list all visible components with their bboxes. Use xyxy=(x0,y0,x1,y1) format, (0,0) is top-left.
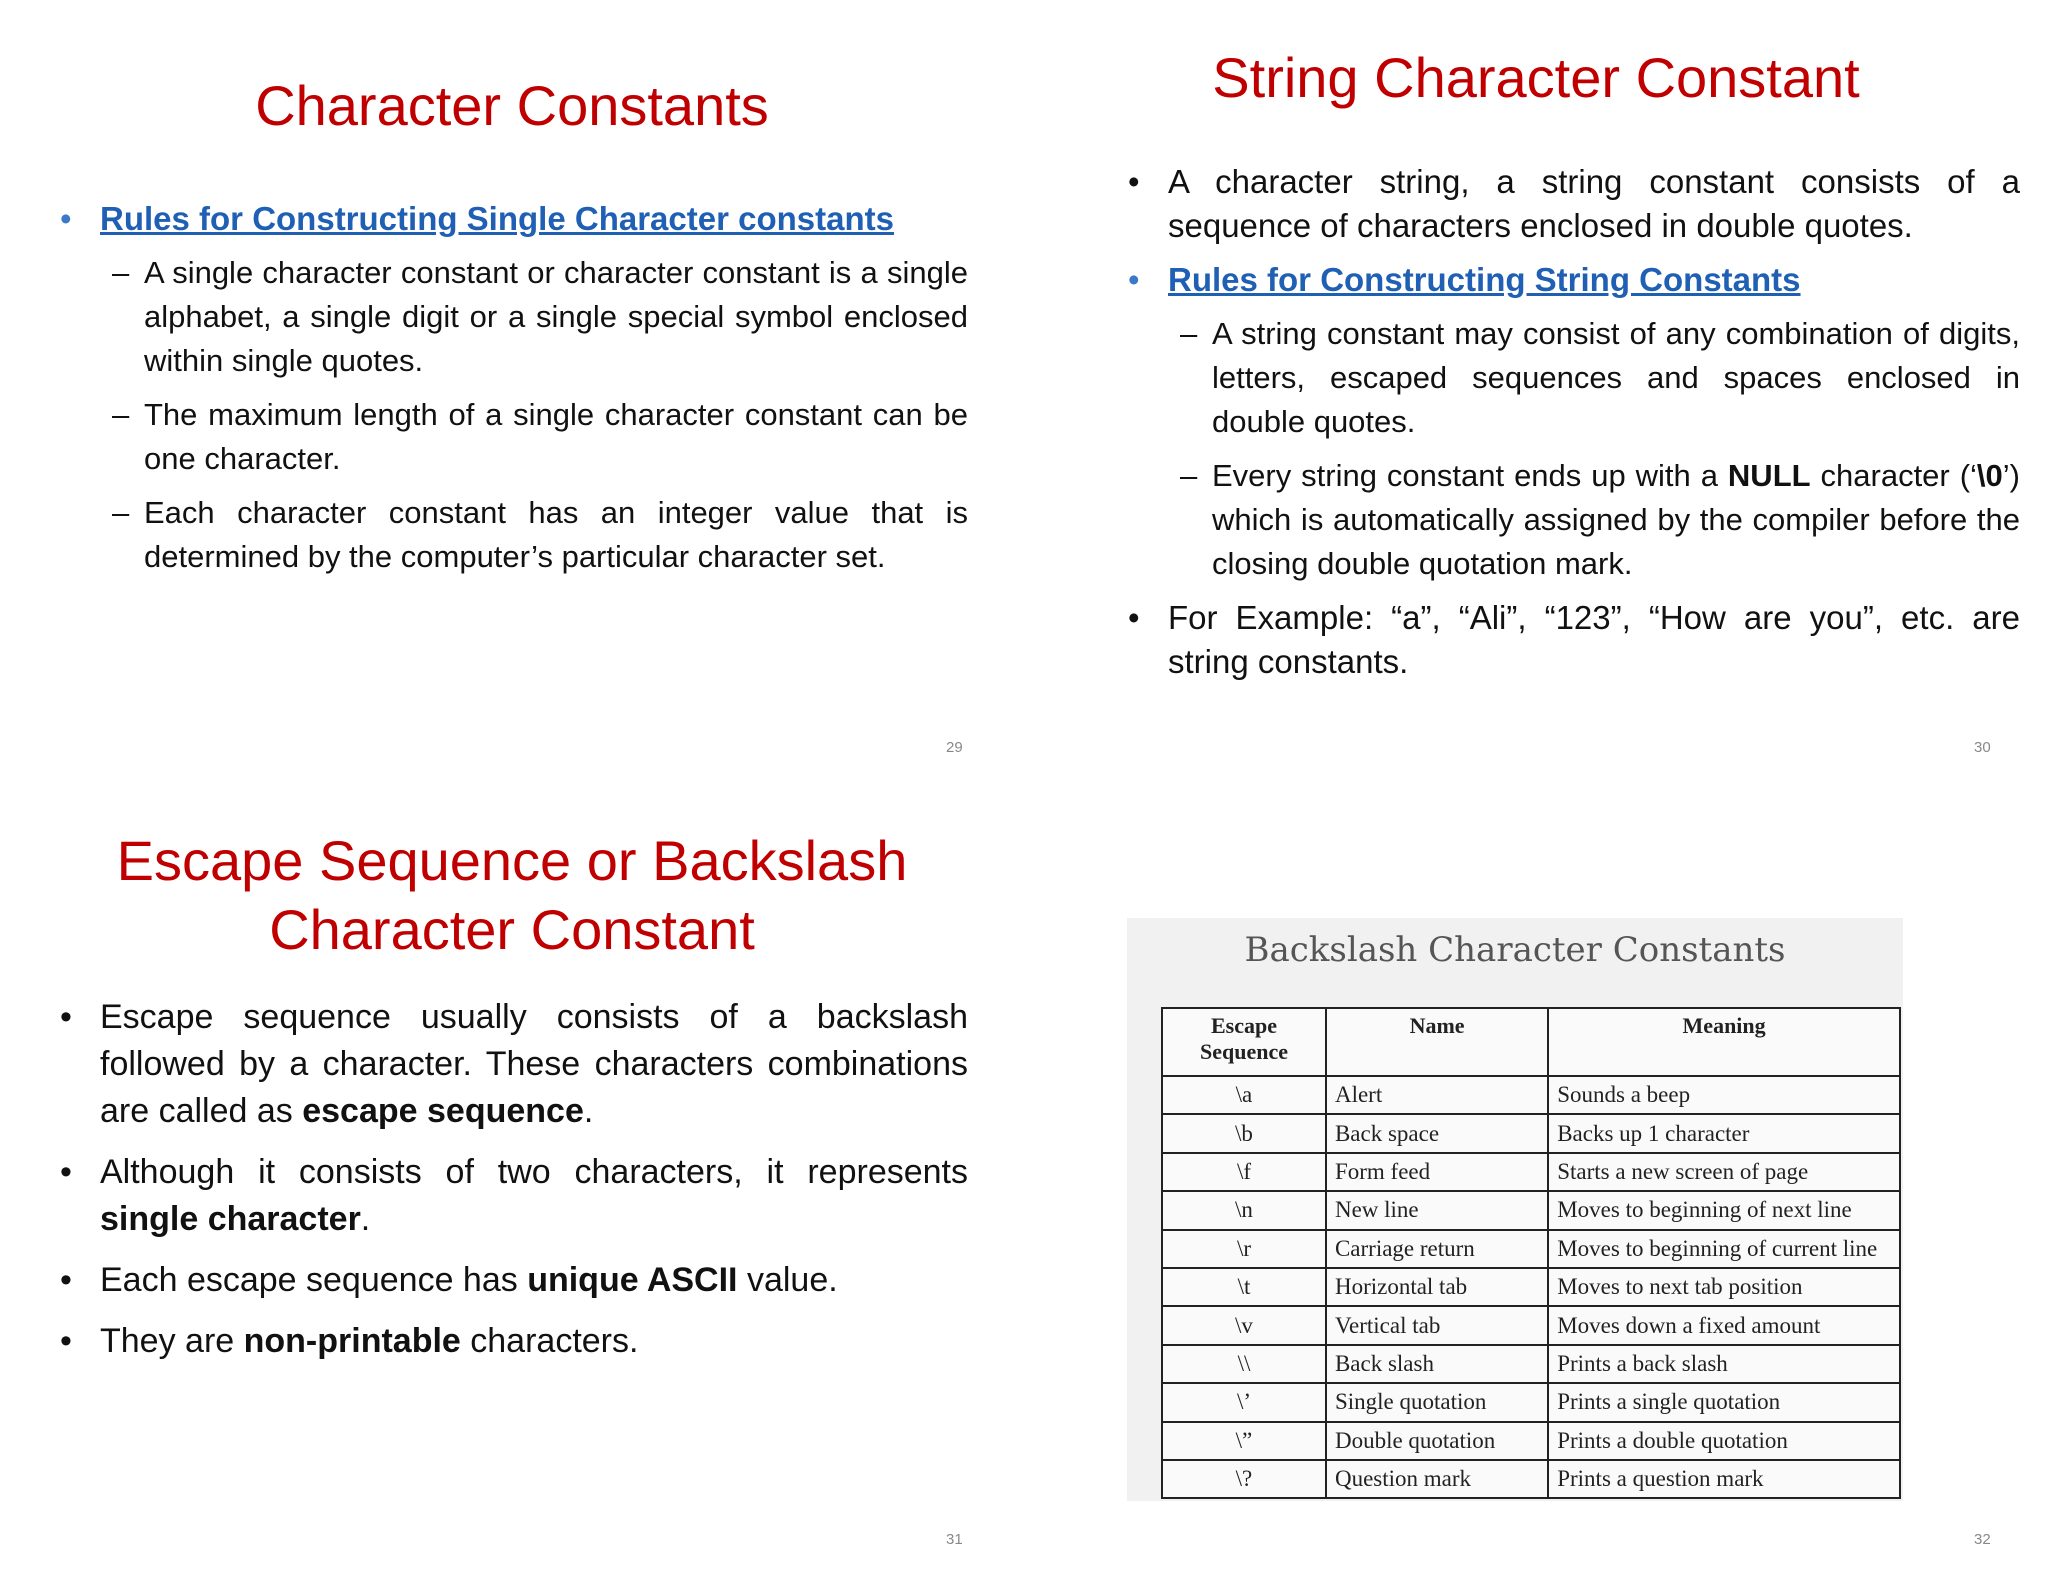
sub-bullet-1 xyxy=(112,251,968,383)
bold-term: escape sequence xyxy=(302,1092,584,1130)
cell-meaning: Moves to beginning of current line xyxy=(1548,1230,1900,1268)
cell-meaning: Moves to next tab position xyxy=(1548,1268,1900,1306)
sub-bullet-text xyxy=(1212,458,2020,581)
bullet-mark: • xyxy=(60,1261,72,1299)
cell-code: \t xyxy=(1162,1268,1326,1306)
cell-meaning: Sounds a beep xyxy=(1548,1076,1900,1114)
bullet-text xyxy=(100,998,968,1130)
slide-31 xyxy=(0,791,1024,1582)
bullet-4 xyxy=(60,1318,968,1365)
bold-term: unique ASCII xyxy=(527,1261,738,1299)
text-run: . xyxy=(360,1200,371,1238)
cell-name: Question mark xyxy=(1326,1460,1548,1498)
table-row xyxy=(1162,1191,1900,1229)
bullet-3 xyxy=(1128,596,2020,684)
text-run: Although it consists of two characters, it represents xyxy=(100,1153,968,1191)
dash-mark: – xyxy=(112,255,130,290)
dash-mark: – xyxy=(1180,458,1198,493)
table-row xyxy=(1162,1230,1900,1268)
table-row xyxy=(1162,1460,1900,1498)
bullet-heading xyxy=(1128,258,2020,302)
cell-meaning: Moves down a fixed amount xyxy=(1548,1306,1900,1344)
slide-title: String Character Constant xyxy=(1212,46,1860,109)
sub-bullet-2 xyxy=(112,393,968,481)
cell-code: \’ xyxy=(1162,1383,1326,1421)
sub-bullet-text: Each character constant has an integer value that is determined by the computer’s particular character set. xyxy=(144,495,968,574)
bullet-mark: • xyxy=(60,1153,72,1191)
page-number: 31 xyxy=(946,1531,963,1548)
slide-29 xyxy=(0,0,1024,791)
slide-32 xyxy=(1024,791,2048,1582)
sub-bullet-3 xyxy=(112,491,968,579)
cell-meaning: Prints a double quotation xyxy=(1548,1422,1900,1460)
text-run: They are xyxy=(100,1322,244,1360)
text-run: character (‘ xyxy=(1810,458,1977,493)
cell-name: Back space xyxy=(1326,1114,1548,1152)
cell-meaning: Starts a new screen of page xyxy=(1548,1153,1900,1191)
table-row xyxy=(1162,1383,1900,1421)
text-run: Each escape sequence has xyxy=(100,1261,528,1299)
cell-code: \? xyxy=(1162,1460,1326,1498)
bullet-text xyxy=(100,1322,638,1360)
null-bold: NULL xyxy=(1727,458,1811,493)
text-run: ’) which is automatically assigned by the compiler before the closing double quotation mark. xyxy=(1212,458,2020,581)
bullet-mark: • xyxy=(60,1322,72,1360)
bullet-mark: • xyxy=(1128,599,1140,636)
text-run: characters. xyxy=(460,1322,639,1360)
cell-name: Carriage return xyxy=(1326,1230,1548,1268)
cell-code: \” xyxy=(1162,1422,1326,1460)
title-line-2: Character Constant xyxy=(269,898,755,961)
slide-title: Character Constants xyxy=(255,74,769,137)
title-line-1: Escape Sequence or Backslash xyxy=(116,829,908,892)
bullet-1 xyxy=(1128,160,2020,248)
bullet-text xyxy=(100,1153,968,1238)
text-run: . xyxy=(583,1092,594,1130)
cell-meaning: Backs up 1 character xyxy=(1548,1114,1900,1152)
cell-code: \v xyxy=(1162,1306,1326,1344)
slide-body xyxy=(60,994,968,1365)
cell-meaning: Moves to beginning of next line xyxy=(1548,1191,1900,1229)
table-row xyxy=(1162,1153,1900,1191)
page-number: 32 xyxy=(1974,1531,1991,1548)
page-number: 29 xyxy=(946,739,963,756)
cell-name: Horizontal tab xyxy=(1326,1268,1548,1306)
bold-term: single character xyxy=(100,1200,361,1238)
text-run: Escape sequence usually consists of a backslash followed by a character. These characters combinations are called as xyxy=(100,998,968,1130)
cell-name: New line xyxy=(1326,1191,1548,1229)
bullet-mark: • xyxy=(60,998,72,1036)
sub-bullet-2 xyxy=(1180,454,2020,586)
panel-title: Backslash Character Constants xyxy=(1244,930,1786,970)
cell-code: \r xyxy=(1162,1230,1326,1268)
cell-code: \n xyxy=(1162,1191,1326,1229)
table-row xyxy=(1162,1306,1900,1344)
bullet-2 xyxy=(60,1149,968,1243)
cell-code: \f xyxy=(1162,1153,1326,1191)
header-text: Sequence xyxy=(1199,1039,1288,1064)
bullet-mark: • xyxy=(1128,261,1140,298)
bullet-text: A character string, a string constant consists of a sequence of characters enclosed in double quotes. xyxy=(1168,163,2020,244)
cell-name: Double quotation xyxy=(1326,1422,1548,1460)
cell-code: \a xyxy=(1162,1076,1326,1114)
header-meaning: Meaning xyxy=(1548,1008,1900,1076)
page-number: 30 xyxy=(1974,739,1991,756)
slide-30 xyxy=(1024,0,2048,791)
bullet-3 xyxy=(60,1257,968,1304)
cell-code: \\ xyxy=(1162,1345,1326,1383)
cell-meaning: Prints a back slash xyxy=(1548,1345,1900,1383)
table-row xyxy=(1162,1268,1900,1306)
cell-meaning: Prints a single quotation xyxy=(1548,1383,1900,1421)
bullet-text xyxy=(100,1261,838,1299)
sub-bullet-text: A single character constant or character constant is a single alphabet, a single digit or a single special symbol enclosed within single quotes. xyxy=(144,255,968,378)
slide-body xyxy=(60,197,968,579)
sub-bullet-1 xyxy=(1180,312,2020,444)
table-row xyxy=(1162,1076,1900,1114)
text-run: Every string constant ends up with a xyxy=(1212,458,1728,493)
dash-mark: – xyxy=(112,397,130,432)
dash-mark: – xyxy=(112,495,130,530)
slide-body xyxy=(1128,160,2020,684)
sub-bullet-text: The maximum length of a single character constant can be one character. xyxy=(144,397,968,476)
cell-code: \b xyxy=(1162,1114,1326,1152)
table-header-row xyxy=(1162,1008,1900,1076)
header-text: Escape xyxy=(1210,1013,1277,1038)
cell-name: Back slash xyxy=(1326,1345,1548,1383)
slide-title xyxy=(0,826,1024,964)
dash-mark: – xyxy=(1180,316,1198,351)
bullet-heading xyxy=(60,197,968,241)
cell-name: Alert xyxy=(1326,1076,1548,1114)
bullet-mark: • xyxy=(1128,163,1140,200)
bullet-mark: • xyxy=(60,200,72,237)
sub-bullet-text: A string constant may consist of any combination of digits, letters, escaped sequences and spaces enclosed in double quotes. xyxy=(1212,316,2020,439)
header-escape-sequence xyxy=(1162,1008,1326,1076)
cell-name: Form feed xyxy=(1326,1153,1548,1191)
null-char-bold: \0 xyxy=(1976,458,2003,493)
table-row xyxy=(1162,1345,1900,1383)
rules-heading-link[interactable]: Rules for Constructing Single Character constants xyxy=(100,200,894,237)
text-run: value. xyxy=(737,1261,838,1299)
cell-name: Vertical tab xyxy=(1326,1306,1548,1344)
table-row xyxy=(1162,1422,1900,1460)
table-image-panel xyxy=(1127,918,1903,1501)
bold-term: non-printable xyxy=(243,1322,461,1360)
bullet-text: For Example: “a”, “Ali”, “123”, “How are you”, etc. are string constants. xyxy=(1168,599,2020,680)
table-row xyxy=(1162,1114,1900,1152)
escape-sequence-table xyxy=(1161,1007,1901,1499)
rules-heading-link[interactable]: Rules for Constructing String Constants xyxy=(1168,261,1801,298)
cell-name: Single quotation xyxy=(1326,1383,1548,1421)
bullet-1 xyxy=(60,994,968,1135)
cell-meaning: Prints a question mark xyxy=(1548,1460,1900,1498)
header-name: Name xyxy=(1326,1008,1548,1076)
